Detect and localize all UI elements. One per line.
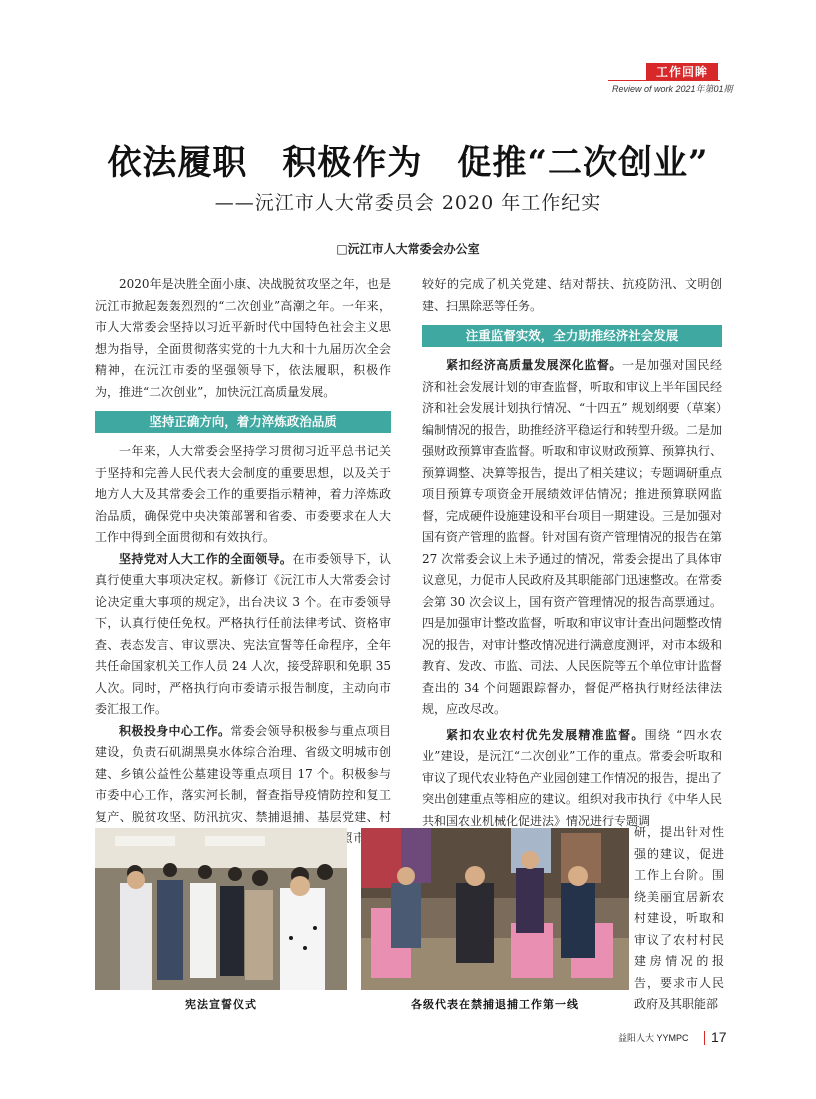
- photo-oath-ceremony: [95, 828, 347, 990]
- paragraph-2-body: 在市委领导下，认真行使重大事项决定权。新修订《沅江市人大常委会讨论决定重大事项的规定》，出台决议 3 个。在市委领导下，认真行使任免权。严格执行任前法律考试、资格审查、表态发言、审议票决、宪法宣誓等任命程序，全年共任命国家机关工作人员 24 人次，接受辞职和免职 35 人次。同时，严格执行向市委请示报告制度，主动向市委汇报工作。: [95, 551, 391, 716]
- caption-representatives: 各级代表在禁捕退捕工作第一线: [411, 998, 579, 1011]
- paragraph-5-tail: 研，提出针对性强的建议，促进工作上台阶。围绕美丽宜居新农村建设，听取和审议了农村村民建房情况的报告，要求市人民政府及其职能部: [634, 825, 724, 1011]
- issue-line: Review of work 2021年第01期: [612, 84, 733, 94]
- caption-oath-ceremony: 宪法宣誓仪式: [185, 998, 257, 1011]
- article-title: 依法履职 积极作为 促推“二次创业”: [107, 143, 709, 183]
- paragraph-4-lead: 紧扣经济高质量发展深化监督。: [446, 358, 622, 372]
- paragraph-1: 一年来，人大常委会坚持学习贯彻习近平总书记关于坚持和完善人民代表大会制度的重要思想，以及关于地方人大及其常委会工作的重要指示精神，着力淬炼政治品质，确保党中央决策部署和省委、市委要求在人大工作中得到全面贯彻和有效执行。: [95, 444, 391, 544]
- intro-paragraph: 2020年是决胜全面小康、决战脱贫攻坚之年，也是沅江市掀起轰轰烈烈的“二次创业”高潮之年。一年来，市人大常委会坚持以习近平新时代中国特色社会主义思想为指导，全面贯彻落实党的十九大和十九届历次全会精神，在沅江市委的坚强领导下，依法履职，积极作为，推进“二次创业”，加快沅江高质量发展。: [95, 277, 391, 399]
- article-author: □沅江市人大常委会办公室: [336, 242, 480, 256]
- footer-label: 益阳人大 YYMPC: [618, 1033, 689, 1043]
- paragraph-3-body: 常委会领导积极参与重点项目建设，负责石矶湖黑臭水体综合治理、省级文明城市创建、乡镇公益性公墓建设等重点项目 17 个。积极参与市委中心工作，落实河长制，督查指导疫情防控和复工复产、脱贫攻坚、防汛抗灾、禁捕退捕、基层党建、村 市: [95, 723, 391, 845]
- header-rule: [608, 80, 720, 81]
- paragraph-5-body: 围绕 “四水农业”建设，是沅江“二次创业”工作的重点。常委会听取和审议了现代农业特色产业园创建工作情况的报告，提出了突出创建重点等相应的建议。组织对我市执行《中华人民共和国农业机械化促进法》情况进行专题调: [422, 727, 723, 828]
- right-column-tail: [634, 822, 724, 1016]
- left-column: [95, 274, 391, 871]
- section-banner-supervision: 注重监督实效，全力助推经济社会发展: [422, 325, 722, 347]
- footer-divider: [704, 1031, 705, 1045]
- paragraph-4-body: 一是加强对国民经济和社会发展计划的审查监督，听取和审议上半年国民经济和社会发展计划执行情况、“十四五” 规划纲要（草案）编制情况的报告，助推经济平稳运行和转型升级。二是加强财政预算审查监督。听取和审议财政预算、预算执行、预算调整、决算等报告，提出了相关建议；专题调研重点项目预算专项资金开展绩效评估情况；推进预算联网监督，完成硬件设施建设和平台项目一期建设。三是加强对国有资产管理的监督。针对国有资产管理情况的报告在第 27 次常委会议上未予通过的情况，常委会提出了具体审议意见，力促市人民政府及其职能部门迅速整改。在常委会第 30 次会议上，国有资产管理情况的报告高票通过。四是加强审计整改监督，听取和审议审计查出问题整改情况的报告，对审计整改情况进行满意度测评，对市本级和教育、发改、市监、司法、人民医院等五个单位审计监督查出的 34 个问题跟踪督办，督促严格执行财经法律法规，应改尽改。: [422, 358, 723, 716]
- paragraph-3-lead: 积极投身中心工作。: [119, 723, 231, 738]
- page-number: 17: [711, 1029, 727, 1045]
- article-subtitle: ——沅江市人大常委员会 2020 年工作纪实: [214, 192, 602, 214]
- paragraph-5: [422, 725, 722, 833]
- paragraph-2-lead: 坚持党对人大工作的全面领导。: [119, 551, 293, 566]
- section-tag: 工作回眸: [646, 63, 718, 81]
- section-banner-political: 坚持正确方向，着力淬炼政治品质: [95, 411, 391, 433]
- right-column: [422, 274, 722, 832]
- paragraph-0: 较好的完成了机关党建、结对帮扶、抗疫防汛、文明创建、扫黑除恶等任务。: [422, 277, 722, 313]
- paragraph-4: [422, 355, 722, 721]
- photo-representatives: [361, 828, 629, 990]
- paragraph-5-lead: 紧扣农业农村优先发展精准监督。: [446, 727, 645, 742]
- paragraph-2: [95, 549, 391, 721]
